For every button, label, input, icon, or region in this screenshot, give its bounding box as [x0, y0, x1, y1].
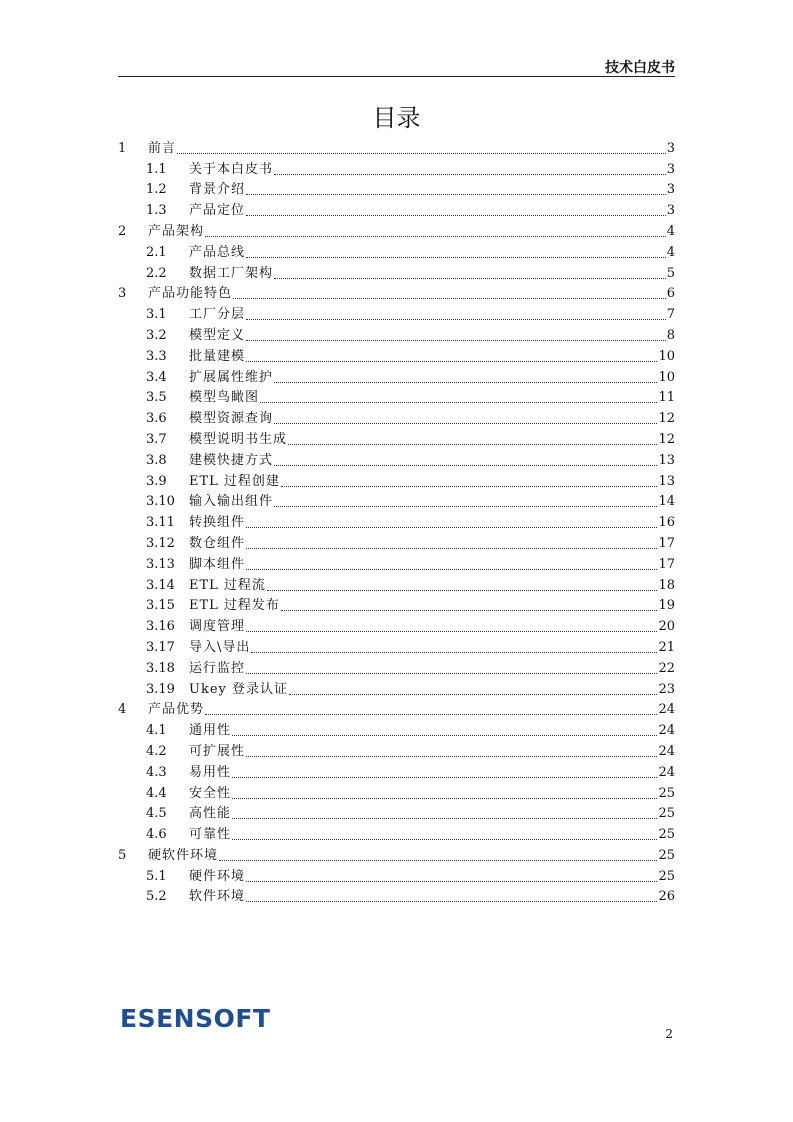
toc-leader-dots	[232, 797, 657, 799]
toc-leader-dots	[246, 526, 657, 528]
toc-entry-number: 2.1	[146, 244, 167, 260]
toc-leader-dots	[274, 422, 657, 424]
toc-leader-dots	[251, 651, 657, 653]
toc-entry[interactable]	[118, 658, 675, 679]
toc-entry-number: 5.1	[146, 868, 167, 884]
toc-leader-dots	[274, 173, 666, 175]
toc-entry-page: 17	[658, 556, 675, 572]
toc-entry-line	[189, 182, 675, 198]
toc-entry-page: 12	[658, 411, 675, 427]
toc-entry-label: 安全性	[189, 785, 232, 801]
toc-entry-page: 11	[658, 390, 675, 406]
toc-leader-dots	[246, 360, 657, 362]
toc-leader-dots	[246, 900, 657, 902]
toc-entry-line	[148, 286, 675, 302]
toc-entry-line	[189, 162, 675, 178]
toc-entry-line	[189, 827, 675, 843]
toc-entry-label: 建模快捷方式	[189, 452, 274, 468]
toc-entry-line	[148, 141, 675, 157]
toc-entry-line	[189, 869, 675, 885]
toc-entry-label: 产品总线	[189, 244, 246, 260]
toc-leader-dots	[232, 776, 657, 778]
toc-entry[interactable]	[118, 388, 675, 409]
toc-entry-page: 3	[666, 161, 675, 177]
toc-entry-line	[189, 557, 675, 573]
toc-entry-page: 25	[658, 847, 675, 863]
toc-entry-page: 25	[658, 827, 675, 843]
toc-leader-dots	[205, 713, 657, 715]
toc-entry-line	[189, 598, 675, 614]
toc-entry-label: 数据工厂架构	[189, 265, 274, 281]
toc-entry-line	[189, 889, 675, 905]
toc-entry-line	[189, 515, 675, 531]
toc-entry-label: 产品定位	[189, 203, 246, 219]
toc-leader-dots	[177, 152, 666, 154]
toc-entry-label: 硬软件环境	[148, 847, 219, 863]
toc-entry-number: 3.1	[146, 307, 167, 323]
toc-leader-dots	[274, 464, 657, 466]
toc-entry[interactable]	[118, 471, 675, 492]
toc-entry-number: 3.11	[146, 515, 175, 531]
toc-entry-line	[189, 578, 675, 594]
toc-entry-label: 可扩展性	[189, 743, 246, 759]
toc-entry[interactable]	[118, 741, 675, 762]
toc-entry-number: 3.15	[146, 598, 175, 614]
toc-leader-dots	[281, 485, 658, 487]
toc-entry-label: 前言	[148, 140, 177, 156]
toc-entry-label: 背景介绍	[189, 182, 246, 198]
toc-entry[interactable]	[118, 200, 675, 221]
toc-entry-line	[148, 224, 675, 240]
toc-leader-dots	[232, 817, 657, 819]
toc-entry-line	[189, 765, 675, 781]
toc-leader-dots	[219, 859, 657, 861]
toc-entry-number: 2.2	[146, 265, 167, 281]
header-rule	[118, 76, 675, 77]
toc-entry-label: 产品优势	[148, 702, 205, 718]
toc-entry[interactable]	[118, 450, 675, 471]
toc-entry-label: ETL 过程流	[189, 577, 266, 593]
toc-entry-number: 3.2	[146, 327, 167, 343]
header-title: 技术白皮书	[605, 60, 675, 76]
toc-entry-number: 3.19	[146, 681, 175, 697]
toc-entry-page: 10	[658, 369, 675, 385]
toc-entry[interactable]	[118, 533, 675, 554]
toc-leader-dots	[246, 256, 666, 258]
toc-entry[interactable]	[118, 367, 675, 388]
toc-entry-label: 模型资源查询	[189, 411, 274, 427]
toc-entry-label: 导入\导出	[189, 639, 251, 655]
toc-entry-number: 1.1	[146, 161, 167, 177]
table-of-contents	[118, 138, 675, 907]
toc-leader-dots	[274, 381, 657, 383]
toc-entry-page: 23	[658, 681, 675, 697]
toc-leader-dots	[246, 214, 666, 216]
toc-entry[interactable]	[118, 346, 675, 367]
toc-entry-label: Ukey 登录认证	[189, 681, 289, 697]
toc-entry-number: 4	[118, 702, 127, 718]
toc-entry[interactable]	[118, 887, 675, 908]
toc-entry-number: 3.4	[146, 369, 167, 385]
toc-entry-line	[189, 370, 675, 386]
toc-entry-page: 6	[666, 286, 675, 302]
toc-entry-label: 模型说明书生成	[189, 431, 288, 447]
toc-entry[interactable]	[118, 159, 675, 180]
toc-entry-page: 19	[658, 598, 675, 614]
toc-entry[interactable]	[118, 554, 675, 575]
toc-entry-page: 18	[658, 577, 675, 593]
toc-entry-line	[148, 848, 675, 864]
toc-entry[interactable]	[118, 512, 675, 533]
toc-entry-number: 4.1	[146, 723, 167, 739]
toc-entry-page: 14	[658, 494, 675, 510]
toc-entry-page: 13	[658, 452, 675, 468]
toc-entry-number: 3.12	[146, 535, 175, 551]
toc-entry-page: 3	[666, 203, 675, 219]
toc-entry-page: 13	[658, 473, 675, 489]
toc-entry-number: 3.5	[146, 390, 167, 406]
toc-entry-number: 4.4	[146, 785, 167, 801]
toc-entry-label: ETL 过程发布	[189, 598, 280, 614]
toc-entry-label: 扩展属性维护	[189, 369, 274, 385]
toc-title: 目录	[372, 104, 421, 132]
toc-entry-number: 4.2	[146, 743, 167, 759]
toc-entry[interactable]	[118, 429, 675, 450]
toc-entry-line	[189, 806, 675, 822]
toc-entry[interactable]	[118, 824, 675, 845]
toc-entry-number: 5.2	[146, 889, 167, 905]
toc-entry[interactable]	[118, 700, 675, 721]
toc-entry-label: 转换组件	[189, 515, 246, 531]
toc-entry[interactable]	[118, 783, 675, 804]
toc-entry-line	[148, 702, 675, 718]
toc-entry-label: 调度管理	[189, 619, 246, 635]
toc-leader-dots	[246, 568, 657, 570]
toc-entry[interactable]	[118, 221, 675, 242]
toc-entry-label: 工厂分层	[189, 307, 246, 323]
toc-entry[interactable]	[118, 408, 675, 429]
toc-leader-dots	[246, 547, 657, 549]
toc-leader-dots	[274, 505, 657, 507]
toc-entry-label: 易用性	[189, 764, 232, 780]
toc-entry-line	[189, 723, 675, 739]
toc-entry-page: 21	[658, 639, 675, 655]
toc-entry-page: 12	[658, 431, 675, 447]
toc-entry-page: 24	[658, 764, 675, 780]
toc-entry[interactable]	[118, 845, 675, 866]
toc-entry-label: 模型定义	[189, 327, 246, 343]
toc-leader-dots	[281, 609, 658, 611]
toc-entry-line	[189, 307, 675, 323]
toc-entry-line	[189, 349, 675, 365]
toc-entry-number: 3.13	[146, 556, 175, 572]
toc-entry-label: 批量建模	[189, 348, 246, 364]
toc-entry-page: 17	[658, 535, 675, 551]
toc-entry-number: 3.6	[146, 411, 167, 427]
toc-entry-label: 运行监控	[189, 660, 246, 676]
toc-entry-page: 24	[658, 723, 675, 739]
toc-entry-page: 24	[658, 702, 675, 718]
toc-leader-dots	[246, 672, 657, 674]
toc-entry-number: 1.2	[146, 182, 167, 198]
toc-entry-page: 24	[658, 743, 675, 759]
toc-entry-line	[189, 682, 675, 698]
toc-entry-number: 4.3	[146, 764, 167, 780]
toc-entry-label: 通用性	[189, 723, 232, 739]
toc-entry-number: 2	[118, 223, 127, 239]
toc-entry[interactable]	[118, 679, 675, 700]
toc-entry-page: 3	[666, 140, 675, 156]
toc-entry[interactable]	[118, 180, 675, 201]
toc-entry-line	[189, 474, 675, 490]
toc-entry[interactable]	[118, 762, 675, 783]
toc-entry-page: 16	[658, 515, 675, 531]
toc-entry-label: 关于本白皮书	[189, 161, 274, 177]
toc-leader-dots	[246, 193, 666, 195]
toc-entry[interactable]	[118, 284, 675, 305]
toc-entry-line	[189, 432, 675, 448]
toc-entry[interactable]	[118, 492, 675, 513]
toc-entry-line	[189, 266, 675, 282]
toc-entry-page: 4	[666, 244, 675, 260]
toc-entry-page: 25	[658, 806, 675, 822]
toc-entry-line	[189, 744, 675, 760]
toc-leader-dots	[233, 297, 666, 299]
toc-entry-label: 高性能	[189, 806, 232, 822]
toc-entry[interactable]	[118, 637, 675, 658]
toc-entry-line	[189, 640, 675, 656]
toc-entry-number: 3	[118, 286, 127, 302]
toc-entry-number: 3.3	[146, 348, 167, 364]
toc-entry-page: 25	[658, 868, 675, 884]
toc-leader-dots	[289, 693, 657, 695]
toc-entry-label: 可靠性	[189, 827, 232, 843]
toc-entry-page: 22	[658, 660, 675, 676]
toc-entry-number: 3.16	[146, 619, 175, 635]
toc-entry-number: 1.3	[146, 203, 167, 219]
toc-entry-number: 4.5	[146, 806, 167, 822]
page-number: 2	[665, 1027, 673, 1041]
toc-entry[interactable]	[118, 575, 675, 596]
toc-entry[interactable]	[118, 720, 675, 741]
toc-entry-page: 7	[666, 307, 675, 323]
toc-entry-page: 8	[666, 327, 675, 343]
toc-entry-label: 数仓组件	[189, 535, 246, 551]
toc-entry[interactable]	[118, 263, 675, 284]
toc-leader-dots	[274, 277, 666, 279]
toc-leader-dots	[246, 880, 657, 882]
toc-entry-line	[189, 390, 675, 406]
toc-entry-number: 3.8	[146, 452, 167, 468]
toc-entry-number: 3.10	[146, 494, 175, 510]
toc-entry-line	[189, 494, 675, 510]
toc-entry-page: 3	[666, 182, 675, 198]
toc-entry-page: 10	[658, 348, 675, 364]
toc-entry[interactable]	[118, 242, 675, 263]
toc-entry[interactable]	[118, 325, 675, 346]
toc-entry[interactable]	[118, 804, 675, 825]
toc-entry-page: 25	[658, 785, 675, 801]
toc-entry-label: 软件环境	[189, 889, 246, 905]
toc-entry-number: 3.14	[146, 577, 175, 593]
toc-entry-label: 脚本组件	[189, 556, 246, 572]
toc-leader-dots	[246, 339, 666, 341]
toc-entry-page: 26	[658, 889, 675, 905]
toc-leader-dots	[267, 589, 658, 591]
toc-entry-line	[189, 245, 675, 261]
toc-entry-line	[189, 453, 675, 469]
toc-entry[interactable]	[118, 138, 675, 159]
toc-entry-number: 1	[118, 140, 127, 156]
toc-entry-label: 硬件环境	[189, 868, 246, 884]
toc-entry-label: 输入输出组件	[189, 494, 274, 510]
toc-entry-page: 20	[658, 619, 675, 635]
toc-entry[interactable]	[118, 616, 675, 637]
toc-entry-number: 3.7	[146, 431, 167, 447]
toc-entry-label: 产品功能特色	[148, 286, 233, 302]
toc-entry-line	[189, 619, 675, 635]
toc-entry-number: 5	[118, 847, 127, 863]
toc-leader-dots	[288, 443, 657, 445]
toc-leader-dots	[246, 755, 657, 757]
toc-entry-line	[189, 536, 675, 552]
toc-entry-line	[189, 203, 675, 219]
toc-leader-dots	[246, 318, 666, 320]
toc-entry-label: 产品架构	[148, 223, 205, 239]
toc-leader-dots	[260, 401, 657, 403]
toc-entry[interactable]	[118, 866, 675, 887]
toc-entry-label: 模型鸟瞰图	[189, 390, 260, 406]
toc-leader-dots	[246, 630, 657, 632]
toc-entry[interactable]	[118, 304, 675, 325]
toc-entry-line	[189, 411, 675, 427]
toc-entry-page: 4	[666, 223, 675, 239]
company-logo: ESENSOFT	[120, 1004, 271, 1033]
toc-entry-line	[189, 786, 675, 802]
toc-entry[interactable]	[118, 596, 675, 617]
toc-entry-number: 3.18	[146, 660, 175, 676]
toc-leader-dots	[205, 235, 666, 237]
toc-entry-number: 3.17	[146, 639, 175, 655]
toc-entry-number: 4.6	[146, 827, 167, 843]
toc-entry-line	[189, 661, 675, 677]
toc-entry-line	[189, 328, 675, 344]
toc-leader-dots	[232, 734, 657, 736]
toc-entry-number: 3.9	[146, 473, 167, 489]
toc-leader-dots	[232, 838, 657, 840]
toc-entry-label: ETL 过程创建	[189, 473, 280, 489]
toc-entry-page: 5	[666, 265, 675, 281]
